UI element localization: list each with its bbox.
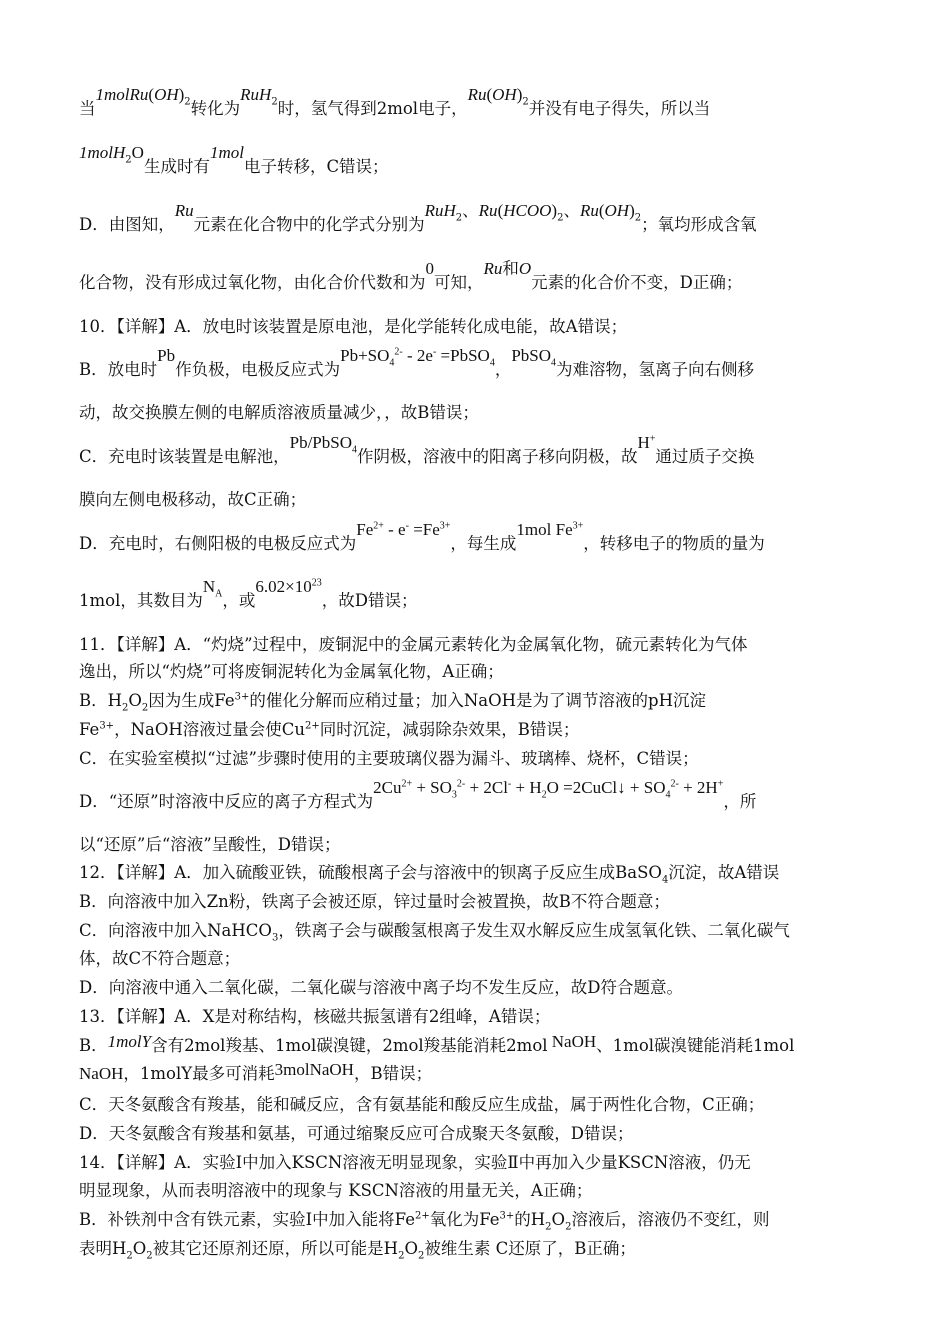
text-line: 化合物，没有形成过氧化物，由化合价代数和为0可知，Ru和O元素的化合价不变，D正确； [79,259,743,292]
text-line: 12．【详解】A．加入硫酸亚铁，硫酸根离子会与溶液中的钡离子反应生成BaSO$_4$沉淀，故A错误 [79,863,780,886]
text-line: 1molH$_2$O生成时有1mol电子转移，C错误； [79,143,389,176]
text-line: 膜向左侧电极移动，故C正确； [79,490,307,509]
text-line: 逸出，所以“灼烧”可将废铜泥转化为金属氧化物，A正确； [79,662,504,681]
text-line: 以“还原”后“溶液”呈酸性，D错误； [79,835,341,854]
text-line: D．由图知，Ru元素在化合物中的化学式分别为RuH$_2$、$Ru(HCOO)_2$、$Ru(OH)_2$；氧均形成含氧 [79,201,757,234]
text-line: C．充电时该装置是电解池，Pb/PbSO$_4$作阴极，溶液中的阳离子移向阴极，故H+通过质子交换 [79,433,755,466]
text-line: 14．【详解】A．实验Ⅰ中加入KSCN溶液无明显现象，实验Ⅱ中再加入少量KSCN溶液，仍无 [79,1153,751,1172]
text-line: 表明$H_2O_2$被其它还原剂还原，所以可能是$H_2O_2$被维生素 C还原了，B正确； [79,1239,636,1262]
text-line: 13．【详解】A．X是对称结构，核磁共振氢谱有2组峰，A错误； [79,1007,551,1026]
text-line: 当$1molRu(OH)_2$转化为RuH$_2$时，氢气得到2mol电子，$Ru(OH)_2$并没有电子得失，所以当 [79,85,711,118]
text-line: B．$H_2O_2$因为生成$Fe^{3+}$的催化分解而应稍过量；加入NaOH是为了调节溶液的pH沉淀 [79,691,707,714]
text-line: C．天冬氨酸含有羧基，能和碱反应，含有氨基能和酸反应生成盐，属于两性化合物，C正确； [79,1095,765,1114]
text-line: D．天冬氨酸含有羧基和氨基，可通过缩聚反应可合成聚天冬氨酸，D错误； [79,1124,634,1143]
text-line: D．充电时，右侧阳极的电极反应式为$Fe^{2+} - e^- =Fe^{3+}$，每生成1mol $Fe^{3+}$，转移电子的物质的量为 [79,520,765,553]
text-line: 明显现象，从而表明溶液中的现象与 KSCN溶液的用量无关，A正确； [79,1181,593,1200]
text-line: D．向溶液中通入二氧化碳，二氧化碳与溶液中离子均不发生反应，故D符合题意。 [79,978,683,997]
text-line: C．向溶液中加入NaHCO$_3$，铁离子会与碳酸氢根离子发生双水解反应生成氢氧化铁、二氧化碳气 [79,921,790,944]
text-line: 10．【详解】A．放电时该装置是原电池，是化学能转化成电能，故A错误； [79,317,628,336]
text-line: 体，故C不符合题意； [79,949,241,968]
text-line: 动，故交换膜左侧的电解质溶液质量减少，，故B错误； [79,403,479,422]
text-line: 1mol，其数目为$N_A$，或$6.02\times 10^{23}$，故D错误； [79,577,418,610]
text-line: 11．【详解】A．“灼烧”过程中，废铜泥中的金属元素转化为金属氧化物，硫元素转化为气体 [79,635,748,654]
text-line: B．放电时Pb作负极，电极反应式为$Pb+SO_4^{2-} - 2e^-$ =PbSO$_4$，PbSO$_4$为难溶物，氢离子向右侧移 [79,346,755,379]
text-line: C．在实验室模拟“过滤”步骤时使用的主要玻璃仪器为漏斗、玻璃棒、烧杯，C错误； [79,749,699,768]
text-line: B．向溶液中加入Zn粉，铁离子会被还原，锌过量时会被置换，故B不符合题意； [79,892,670,911]
text-line: $Fe^{3+}$，NaOH溶液过量会使$Cu^{2+}$同时沉淀，减弱除杂效果，B错误； [79,720,580,739]
text-line: D．“还原”时溶液中反应的离子方程式为$2Cu^{2+} + SO_3^{2-} + 2Cl^- + H_2O$ =2CuCl↓ + $SO_4^{2-} + 2H^+$，所 [79,778,757,811]
text-line: B．补铁剂中含有铁元素，实验Ⅰ中加入能将$Fe^{2+}$氧化为$Fe^{3+}$的$H_2O_2$溶液后，溶液仍不变红，则 [79,1210,770,1233]
text-line: NaOH，1molY最多可消耗3molNaOH，B错误； [79,1060,433,1083]
text-line: B．1molY含有2mol羧基、1mol碳溴键，2mol羧基能消耗2mol NaOH、1mol碳溴键能消耗1mol [79,1032,795,1055]
